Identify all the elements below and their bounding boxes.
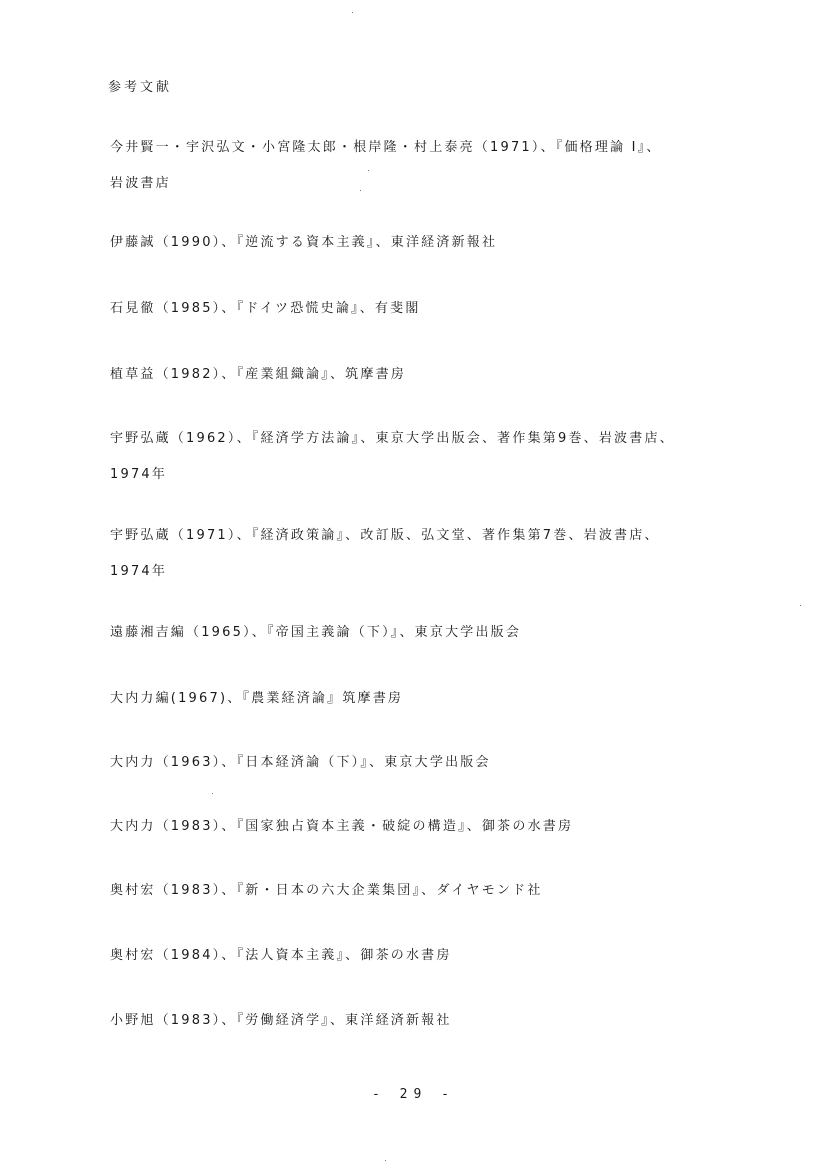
reference-line: 遠藤湘吉編（1965）、『帝国主義論（下）』、東京大学出版会 — [110, 625, 522, 640]
reference-line: 小野旭（1983）、『労働経済学』、東洋経済新報社 — [110, 1013, 452, 1028]
page-number: - 29 - — [372, 1087, 455, 1102]
scan-speck — [360, 190, 361, 191]
reference-line: 石見徹（1985）、『ドイツ恐慌史論』、有斐閣 — [110, 301, 421, 316]
reference-line: 宇野弘蔵（1971）、『経済政策論』、改訂版、弘文堂、著作集第7巻、岩波書店、 — [110, 528, 660, 543]
reference-line: 今井賢一・宇沢弘文・小宮隆太郎・根岸隆・村上泰亮（1971）、『価格理論 Ⅰ』、 — [110, 140, 662, 155]
reference-entry — [110, 1003, 452, 1039]
reference-line: 大内力編(1967)、『農業経済論』筑摩書房 — [110, 691, 404, 706]
reference-entry — [110, 357, 406, 393]
reference-line: 1974年 — [110, 467, 168, 482]
scan-speck — [385, 1160, 386, 1161]
reference-line: 1974年 — [110, 564, 168, 579]
reference-entry — [110, 421, 675, 493]
reference-entry — [110, 681, 403, 717]
reference-line: 岩波書店 — [110, 176, 171, 191]
scan-speck — [212, 793, 213, 794]
section-heading: 参考文献 — [108, 80, 173, 95]
reference-entry — [110, 518, 660, 590]
reference-entry — [110, 745, 491, 781]
scan-speck — [352, 12, 353, 13]
reference-line: 奥村宏（1984）、『法人資本主義』、御茶の水書房 — [110, 948, 452, 963]
scan-speck — [800, 605, 801, 606]
reference-line: 宇野弘蔵（1962）、『経済学方法論』、東京大学出版会、著作集第9巻、岩波書店、 — [110, 431, 675, 446]
reference-line: 大内力（1963）、『日本経済論（下）』、東京大学出版会 — [110, 755, 491, 770]
reference-line: 大内力（1983）、『国家独占資本主義・破綻の構造』、御茶の水書房 — [110, 819, 574, 834]
reference-entry — [110, 873, 543, 909]
reference-line: 伊藤誠（1990）、『逆流する資本主義』、東洋経済新報社 — [110, 235, 498, 250]
reference-entry — [110, 615, 521, 651]
reference-entry — [110, 291, 421, 327]
reference-entry — [110, 130, 662, 202]
reference-entry — [110, 938, 452, 974]
reference-entry — [110, 809, 573, 845]
reference-line: 奥村宏（1983）、『新・日本の六大企業集団』、ダイヤモンド社 — [110, 883, 543, 898]
reference-entry — [110, 225, 497, 261]
scan-speck — [368, 170, 369, 171]
reference-line: 植草益（1982）、『産業組織論』、筑摩書房 — [110, 367, 406, 382]
